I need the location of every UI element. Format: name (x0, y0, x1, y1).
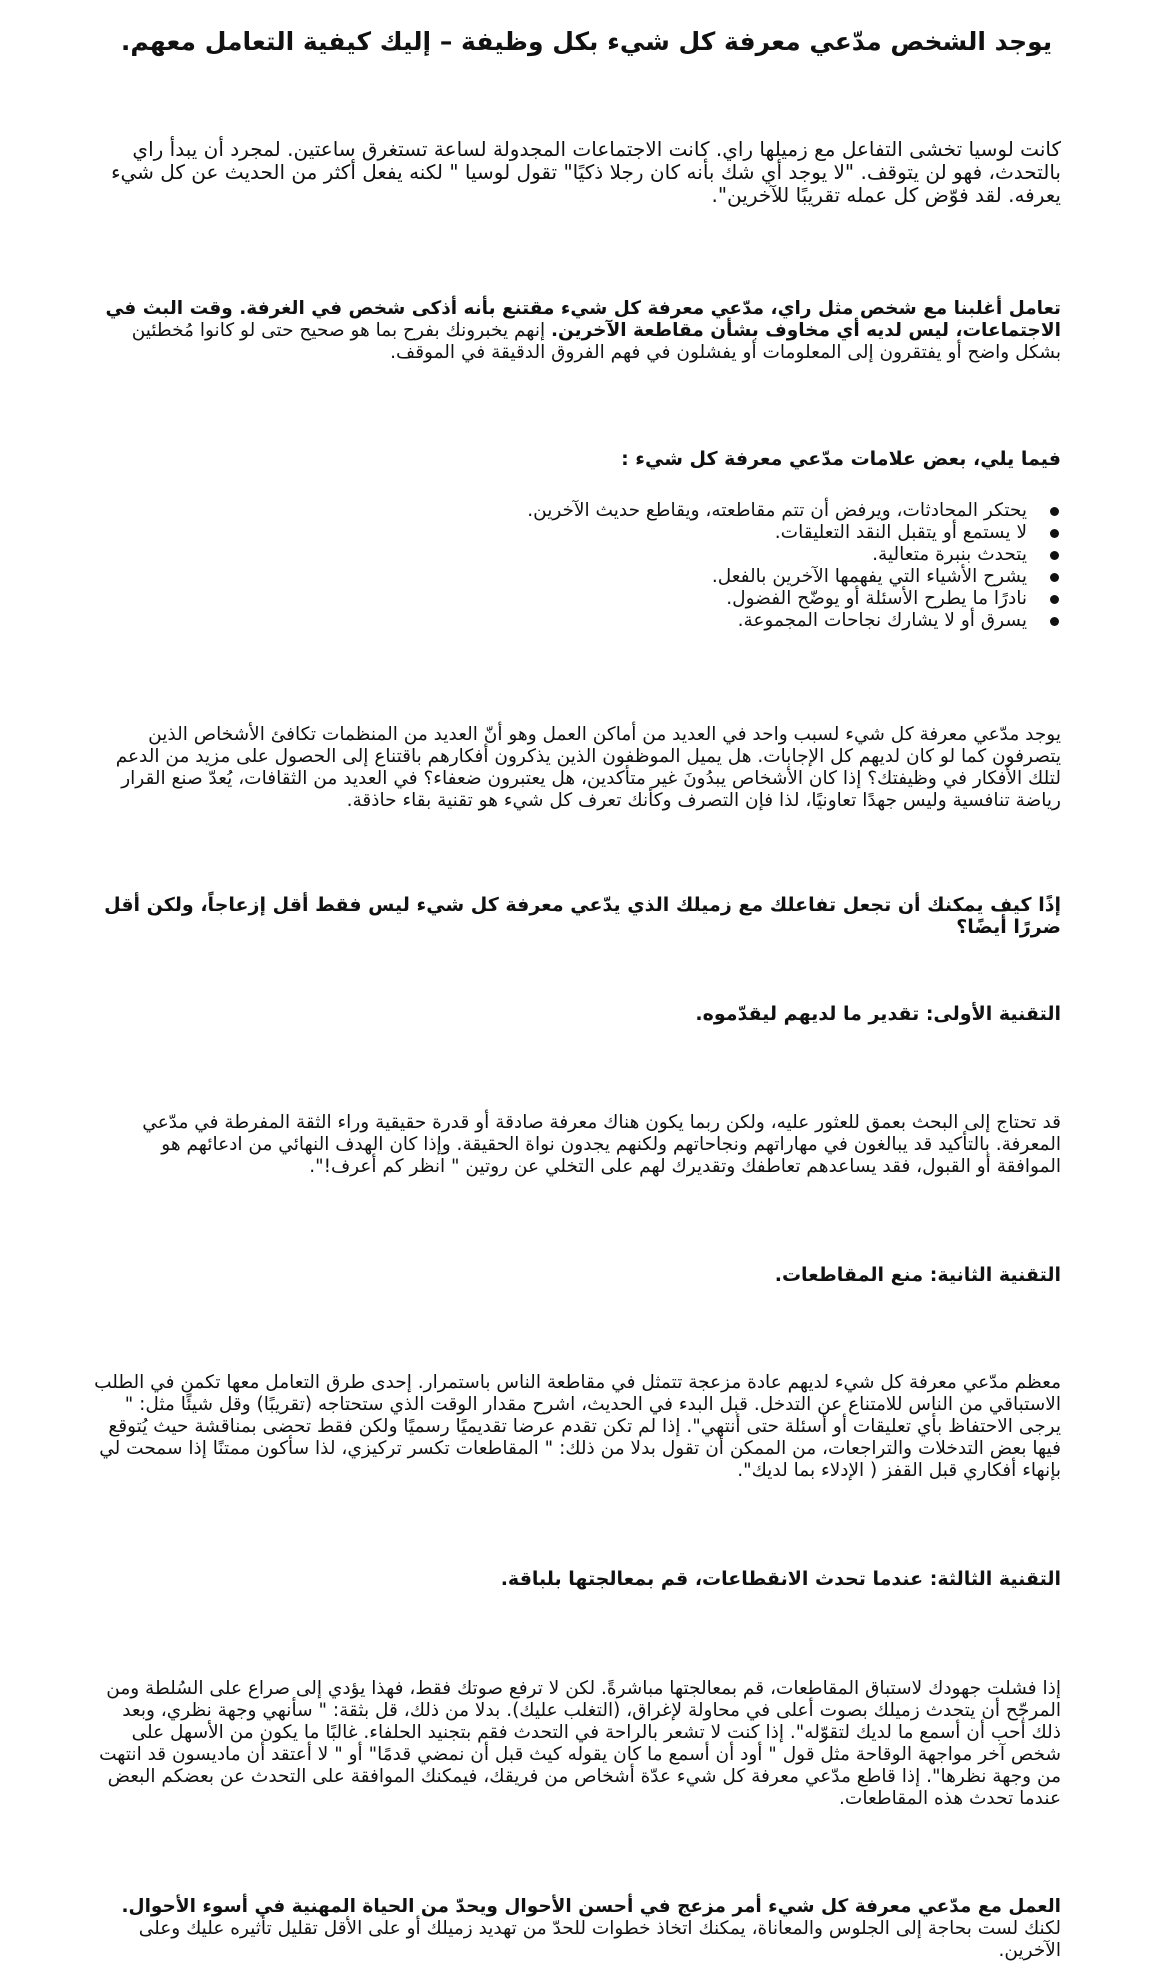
technique-three-heading: التقنية الثالثة: عندما تحدث الانقطاعات، قم بمعالجتها بلباقة. (500, 1568, 1061, 1590)
intro-paragraph: كانت لوسيا تخشى التفاعل مع زميلها راي. كانت الاجتماعات المجدولة لساعة تستغرق ساعتين. لمجرد أن يبدأ راي بالتحدث، فهو لن يتوقف. "لا يوجد أي شك بأنه كان رجلا ذكيًا" تقول لوسيا " لكنه يفعل أكثر من الحديث عن كل شيء يعرفه. لقد فوّض كل عمله تقريبًا للآخرين". (111, 137, 1061, 207)
list-item (300, 610, 1061, 632)
technique-three-text: إذا فشلت جهودك لاستباق المقاطعات، قم بمعالجتها مباشرةً. لكن لا ترفع صوتك فقط، فهذا يؤدي إلى صراع على السُلطة ومن المرجّح أن يتحدث زميلك بصوت أعلى في محاولة لإغراق، (التغلب عليك). بدلا من ذلك، قل بثقة: " سأنهي وجهة نظري، وبعد ذلك أحب أن أسمع ما لديك لتقوّله". إذا كنت لا تشعر بالراحة في التحدث فقم بتجنيد الحلفاء. غالبًا ما يكون من الأسهل على شخص آخر مواجهة الوقاحة مثل قول " أود أن أسمع ما كان يقوله كيث قبل أن نمضي قدمًا" أو " لا أعتقد أن ماديسون قد انتهت من وجهة نظرها". إذا قاطع مدّعي معرفة كل شيء عدّة أشخاص من فريقك، فيمكنك الموافقة على التحدث عن بعضكم البعض عندما تحدث هذه المقاطعات. (99, 1678, 1061, 1809)
second-paragraph-rest: إنهم يخبرونك بفرح بما هو صحيح حتى لو كانوا مُخطئين بشكل واضح أو يفتقرون إلى المعلومات أو يفشلون في فهم الفروق الدقيقة في الموقف. (131, 320, 1061, 363)
list-item-text: يشرح الأشياء التي يفهمها الآخرين بالفعل. (711, 566, 1027, 587)
bullet-icon (1050, 529, 1059, 538)
second-paragraph-bold: تعامل أغلبنا مع شخص مثل راي، مدّعي معرفة كل شيء مقتنع بأنه أذكى شخص في الغرفة. وقت البث في الاجتماعات، ليس لديه أي مخاوف بشأن مقاطعة الآخرين. (105, 298, 1061, 341)
signs-heading: فيما يلي، بعض علامات مدّعي معرفة كل شيء : (621, 448, 1061, 470)
technique-two-text: معظم مدّعي معرفة كل شيء لديهم عادة مزعجة تتمثل في مقاطعة الناس باستمرار. إحدى طرق التعامل معها تكمن في الطلب الاستباقي من الناس للامتناع عن التدخل. قبل البدء في الحديث، اشرح مقدار الوقت الذي ستحتاجه (تقريبًا) وقل شيئًا مثل: " يرجى الاحتفاظ بأي تعليقات أو أسئلة حتى أنتهي". إذا لم تكن تقدم عرضا تقديميًا رسميًا ولكن فقط تحضى بمناقشة حيث يُتوقع فيها بعض التدخلات والتراجعات، من الممكن أن تقول بدلا من ذلك: " المقاطعات تكسر تركيزي، لذا سأكون ممتنًا إذا سمحت لي بإنهاء أفكاري قبل القفز ( الإدلاء بما لديك". (94, 1372, 1061, 1481)
second-paragraph (92, 298, 1061, 364)
list-item-text: يسرق أو لا يشارك نجاحات المجموعة. (737, 610, 1027, 631)
bullet-icon (1050, 573, 1059, 582)
closing-paragraph (92, 1896, 1061, 1962)
question-heading: إذًا كيف يمكنك أن تجعل تفاعلك مع زميلك الذي يدّعي معرفة كل شيء ليس فقط أقل إزعاجاً، ولكن أقل ضررًا أيضًا؟ (104, 894, 1061, 938)
signs-list (300, 500, 1061, 632)
list-item (300, 566, 1061, 588)
list-item-text: لا يستمع أو يتقبل النقد التعليقات. (774, 522, 1027, 543)
closing-paragraph-rest: لكنك لست بحاجة إلى الجلوس والمعاناة، يمكنك اتخاذ خطوات للحدّ من تهديد زميلك أو على الأقل تقليل تأثيره عليك وعلى الآخرين. (138, 1918, 1061, 1961)
bullet-icon (1050, 617, 1059, 626)
bullet-icon (1050, 507, 1059, 516)
technique-one-text: قد تحتاج إلى البحث بعمق للعثور عليه، ولكن ربما يكون هناك معرفة صادقة أو قدرة حقيقية وراء الثقة المفرطة في مدّعي المعرفة. بالتأكيد قد يبالغون في مهاراتهم ونجاحاتهم ولكنهم يجدون نواة الحقيقة. وإذا كان الهدف النهائي من ادعائهم هو الموافقة أو القبول، فقد يساعدهم تعاطفك وتقديرك لهم على التخلي عن روتين " انظر كم أعرف!". (142, 1112, 1061, 1177)
bullet-icon (1050, 595, 1059, 604)
list-item (300, 522, 1061, 544)
closing-paragraph-bold: العمل مع مدّعي معرفة كل شيء أمر مزعج في أحسن الأحوال ويحدّ من الحياة المهنية في أسوء الأحوال. (121, 1896, 1061, 1917)
bullet-icon (1050, 551, 1059, 560)
page-title: يوجد الشخص مدّعي معرفة كل شيء بكل وظيفة – إليك كيفية التعامل معهم. (120, 27, 1053, 56)
third-paragraph: يوجد مدّعي معرفة كل شيء لسبب واحد في العديد من أماكن العمل وهو أنّ العديد من المنظمات تكافئ الأشخاص الذين يتصرفون كما لو كان لديهم كل الإجابات. هل يميل الموظفون الذين يذكرون أفكارهم باقتناع إلى الحصول على مزيد من الدعم لتلك الأفكار في وظيفتك؟ إذا كان الأشخاص يبدُونَ غير متأكدين، هل يعتبرون ضعفاء؟ في العديد من الثقافات، يُعدّ صنع القرار رياضة تنافسية وليس جهدًا تعاونيًا، لذا فإن التصرف وكأنك تعرف كل شيء هو تقنية بقاء حاذقة. (115, 724, 1061, 811)
technique-one-heading: التقنية الأولى: تقدير ما لديهم ليقدّموه. (695, 1003, 1061, 1025)
technique-two-heading: التقنية الثانية: منع المقاطعات. (774, 1264, 1061, 1286)
list-item-text: يتحدث بنبرة متعالية. (872, 544, 1027, 565)
list-item-text: نادرًا ما يطرح الأسئلة أو يوضّح الفضول. (726, 588, 1027, 609)
list-item (300, 544, 1061, 566)
list-item (300, 500, 1061, 522)
list-item (300, 588, 1061, 610)
list-item-text: يحتكر المحادثات، ويرفض أن تتم مقاطعته، ويقاطع حديث الآخرين. (527, 500, 1027, 521)
